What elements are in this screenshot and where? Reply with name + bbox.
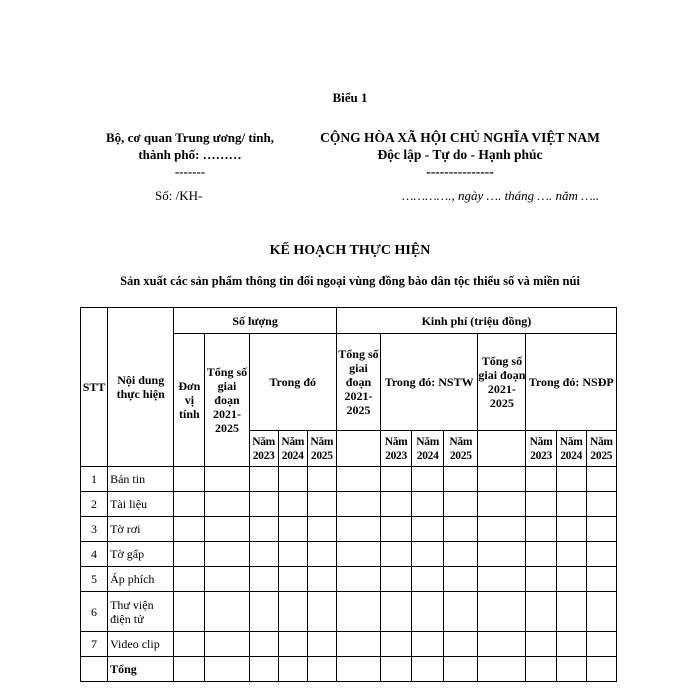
table-cell: [412, 592, 444, 632]
row-content: Tờ gấp: [108, 542, 174, 567]
table-row: [81, 632, 617, 657]
header-nsdp-total: Tổng số giai đoạn 2021-2025: [478, 334, 526, 431]
table-cell: [278, 517, 307, 542]
table-cell: [412, 657, 444, 682]
table-cell: [381, 492, 412, 517]
table-cell: [249, 592, 278, 632]
motto-separator: ---------------: [426, 164, 494, 179]
row-content: Tài liệu: [108, 492, 174, 517]
table-cell: [381, 567, 412, 592]
header-nsdp-of-which: Trong đó: NSĐP: [526, 334, 617, 431]
table-cell: [586, 657, 616, 682]
table-cell: [307, 592, 336, 632]
table-cell: [412, 542, 444, 567]
table-cell: [205, 632, 249, 657]
header-quantity-total: Tổng số giai đoạn 2021-2025: [205, 334, 249, 467]
table-cell: [586, 517, 616, 542]
table-cell: [412, 632, 444, 657]
table-cell: [381, 657, 412, 682]
table-cell: [526, 592, 556, 632]
table-cell: [526, 492, 556, 517]
empty-cell: [336, 431, 380, 467]
table-cell: [278, 467, 307, 492]
table-cell: [412, 517, 444, 542]
plan-table: [80, 307, 617, 682]
table-cell: [526, 467, 556, 492]
table-cell: [307, 517, 336, 542]
row-content: Áp phích: [108, 567, 174, 592]
table-cell: [586, 542, 616, 567]
table-cell: [336, 567, 380, 592]
agency-line-1: Bộ, cơ quan Trung ương/ tỉnh,: [105, 130, 275, 145]
form-label: Biểu 1: [332, 90, 368, 105]
table-cell: [478, 517, 526, 542]
table-cell: [174, 517, 205, 542]
table-cell: [556, 517, 586, 542]
year-header: Năm 2024: [412, 431, 444, 467]
row-content: Thư viện điện tử: [108, 592, 174, 632]
row-stt: 3: [81, 517, 108, 542]
plan-title: KẾ HOẠCH THỰC HIỆN: [269, 243, 431, 258]
table-cell: [336, 492, 380, 517]
table-cell: [444, 467, 478, 492]
table-cell: [278, 657, 307, 682]
year-header: Năm 2025: [444, 431, 478, 467]
table-row: [81, 492, 617, 517]
table-cell: [556, 542, 586, 567]
table-cell: [444, 517, 478, 542]
table-cell: [205, 492, 249, 517]
table-cell: [381, 517, 412, 542]
table-cell: [249, 492, 278, 517]
year-header: Năm 2024: [556, 431, 586, 467]
table-cell: [526, 567, 556, 592]
table-cell: [205, 657, 249, 682]
total-stt: [81, 657, 108, 682]
header-stt: STT: [81, 308, 108, 467]
table-cell: [444, 492, 478, 517]
empty-cell: [478, 431, 526, 467]
table-row: [81, 567, 617, 592]
table-cell: [307, 542, 336, 567]
table-cell: [478, 467, 526, 492]
table-cell: [205, 542, 249, 567]
table-cell: [444, 657, 478, 682]
table-cell: [381, 542, 412, 567]
table-cell: [444, 632, 478, 657]
agency-header: [70, 129, 310, 180]
table-cell: [444, 592, 478, 632]
table-cell: [478, 542, 526, 567]
table-cell: [278, 492, 307, 517]
table-cell: [278, 542, 307, 567]
table-cell: [586, 567, 616, 592]
year-header: Năm 2023: [381, 431, 412, 467]
table-cell: [556, 657, 586, 682]
table-cell: [278, 567, 307, 592]
table-cell: [174, 492, 205, 517]
row-stt: 2: [81, 492, 108, 517]
table-cell: [526, 542, 556, 567]
table-cell: [336, 632, 380, 657]
table-cell: [205, 592, 249, 632]
document-number: Số: /KH-: [155, 188, 203, 203]
header-nstw-of-which: Trong đó: NSTW: [381, 334, 478, 431]
agency-line-2: thành phố: ………: [138, 147, 242, 162]
year-header: Năm 2024: [278, 431, 307, 467]
table-cell: [412, 467, 444, 492]
table-cell: [412, 567, 444, 592]
row-stt: 1: [81, 467, 108, 492]
table-cell: [336, 517, 380, 542]
table-cell: [336, 657, 380, 682]
row-stt: 7: [81, 632, 108, 657]
nation-name: CỘNG HÒA XÃ HỘI CHỦ NGHĨA VIỆT NAM: [320, 130, 600, 145]
table-cell: [174, 467, 205, 492]
table-cell: [249, 542, 278, 567]
national-motto: Độc lập - Tự do - Hạnh phúc: [377, 147, 543, 162]
table-cell: [307, 492, 336, 517]
table-cell: [336, 592, 380, 632]
row-stt: 6: [81, 592, 108, 632]
table-cell: [478, 657, 526, 682]
table-cell: [174, 592, 205, 632]
table-cell: [307, 632, 336, 657]
table-cell: [478, 492, 526, 517]
table-cell: [205, 467, 249, 492]
table-cell: [174, 657, 205, 682]
table-cell: [174, 567, 205, 592]
table-cell: [556, 567, 586, 592]
row-content: Video clip: [108, 632, 174, 657]
row-stt: 4: [81, 542, 108, 567]
row-content: Bản tin: [108, 467, 174, 492]
table-cell: [249, 467, 278, 492]
table-cell: [478, 567, 526, 592]
header-budget: Kinh phí (triệu đồng): [336, 308, 616, 334]
table-row: [81, 467, 617, 492]
total-row: [81, 657, 617, 682]
table-cell: [586, 467, 616, 492]
header-quantity-of-which: Trong đó: [249, 334, 336, 431]
table-cell: [174, 542, 205, 567]
plan-subtitle: Sản xuất các sản phẩm thông tin đối ngoại vùng đồng bào dân tộc thiểu số và miền núi: [120, 274, 580, 288]
header-quantity: Số lượng: [174, 308, 337, 334]
table-row: [81, 542, 617, 567]
table-cell: [249, 632, 278, 657]
table-cell: [307, 657, 336, 682]
date-line: …………., ngày …. tháng …. năm …..: [402, 188, 600, 203]
table-cell: [526, 632, 556, 657]
row-content: Tờ rơi: [108, 517, 174, 542]
table-cell: [556, 492, 586, 517]
table-cell: [586, 492, 616, 517]
table-cell: [278, 632, 307, 657]
table-cell: [556, 467, 586, 492]
table-cell: [444, 542, 478, 567]
table-cell: [478, 632, 526, 657]
header-nstw-total: Tổng số giai đoạn 2021-2025: [336, 334, 380, 431]
table-cell: [412, 492, 444, 517]
agency-separator: -------: [174, 164, 206, 179]
table-cell: [556, 592, 586, 632]
header-content: Nội dung thực hiện: [108, 308, 174, 467]
table-cell: [278, 592, 307, 632]
table-cell: [586, 632, 616, 657]
table-cell: [307, 467, 336, 492]
table-cell: [336, 467, 380, 492]
table-row: [81, 592, 617, 632]
table-cell: [249, 567, 278, 592]
table-cell: [381, 592, 412, 632]
table-row: [81, 517, 617, 542]
table-cell: [556, 632, 586, 657]
table-cell: [249, 517, 278, 542]
year-header: Năm 2023: [249, 431, 278, 467]
year-header: Năm 2025: [307, 431, 336, 467]
year-header: Năm 2023: [526, 431, 556, 467]
total-label: Tổng: [108, 657, 174, 682]
table-cell: [526, 517, 556, 542]
table-cell: [336, 542, 380, 567]
row-stt: 5: [81, 567, 108, 592]
header-row-1: [81, 308, 617, 334]
header-unit: Đơn vị tính: [174, 334, 205, 467]
table-cell: [381, 632, 412, 657]
table-cell: [249, 657, 278, 682]
table-cell: [478, 592, 526, 632]
table-cell: [586, 592, 616, 632]
year-header: Năm 2025: [586, 431, 616, 467]
table-cell: [444, 567, 478, 592]
table-cell: [307, 567, 336, 592]
table-cell: [174, 632, 205, 657]
table-cell: [205, 567, 249, 592]
national-header: [290, 129, 630, 180]
table-cell: [526, 657, 556, 682]
table-cell: [381, 467, 412, 492]
table-cell: [205, 517, 249, 542]
